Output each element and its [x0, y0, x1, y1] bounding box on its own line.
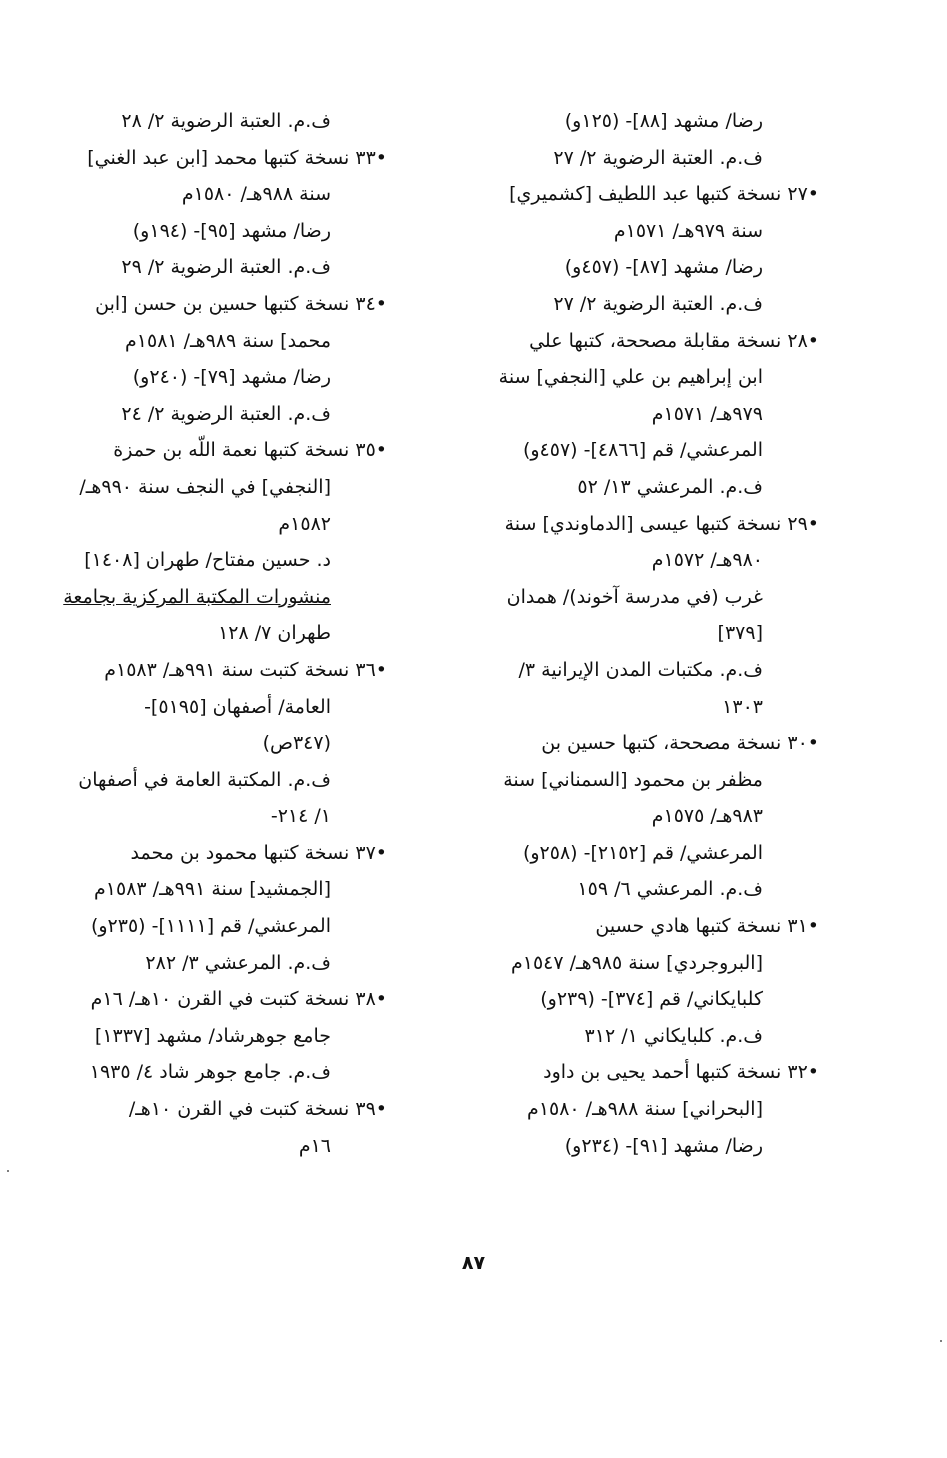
entry-detail-line: ف.م. مكتبات المدن الإيرانية ٣/ [518, 658, 763, 681]
entry-detail-line: محمد] سنة ٩٨٩هـ/ ١٥٨١م [125, 329, 331, 352]
entry-heading-line: •٣٣ نسخة كتبها محمد [ابن عبد الغني] [87, 146, 387, 169]
entry-detail-line: [النجفي] في النجف سنة ٩٩٠هـ/ [79, 475, 331, 498]
entry-detail-line: العامة/ أصفهان [٥١٩٥]- [144, 695, 331, 718]
entry-detail-line: ٩٨٠هـ/ ١٥٧٢م [651, 549, 763, 572]
entry-detail-line: [البحراني] سنة ٩٨٨هـ/ ١٥٨٠م [527, 1098, 763, 1121]
entry-detail-line: ١/ ٢١٤- [270, 805, 331, 828]
scan-speck [940, 1340, 942, 1342]
entry-detail-line: رضا/ مشهد [٧٩]- (٢٤٠و) [132, 366, 331, 389]
entry-heading-line: •٣٤ نسخة كتبها حسين بن حسن [ابن [95, 292, 387, 315]
entry-heading-line: •٣٢ نسخة كتبها أحمد يحيى بن داود [543, 1061, 819, 1084]
entry-detail-line: [البروجردي] سنة ٩٨٥هـ/ ١٥٤٧م [510, 951, 763, 974]
entry-detail-line: ابن إبراهيم بن علي [النجفي] سنة [498, 366, 763, 389]
entry-detail-line: ٩٧٩هـ/ ١٥٧١م [651, 402, 763, 425]
entry-detail-line: غرب (في مدرسة آخوند)/ همدان [506, 585, 763, 608]
entry-heading-line: •٣٧ نسخة كتبها محمود بن محمد [130, 841, 387, 864]
entry-detail-line: كلبايكاني/ قم [٣٧٤]- (٢٣٩و) [540, 988, 763, 1011]
entry-detail-line: ف.م. المرعشي ٣/ ٢٨٢ [145, 951, 331, 974]
entry-heading-line: •٣٠ نسخة مصححة، كتبها حسين بن [541, 732, 819, 755]
entry-detail-line: منشورات المكتبة المركزية بجامعة [63, 585, 331, 608]
scan-speck [7, 1170, 9, 1172]
entry-detail-line: [الجمشيد] سنة ٩٩١هـ/ ١٥٨٣م [94, 878, 331, 901]
entry-detail-line: رضا/ مشهد [٩٥]- (١٩٤و) [132, 219, 331, 242]
entry-detail-line: ف.م. المرعشي ٦/ ١٥٩ [577, 878, 763, 901]
entry-heading-line: •٣١ نسخة كتبها هادي حسين [595, 915, 819, 938]
entry-detail-line: [٣٧٩] [717, 622, 763, 645]
entry-detail-line: ١٦م [298, 1134, 331, 1157]
entry-heading-line: •٢٧ نسخة كتبها عبد اللطيف [كشميري] [509, 183, 819, 206]
entry-detail-line: ف.م. المرعشي ١٣/ ٥٢ [577, 475, 763, 498]
entry-detail-line: ف.م. العتبة الرضوية ٢/ ٢٨ [121, 110, 331, 132]
entry-detail-line: المرعشي/ قم [٤٨٦٦]- (٤٥٧و) [522, 439, 763, 462]
entry-detail-line: طهران ٧/ ١٢٨ [218, 622, 331, 645]
entry-detail-line: ف.م. جامع جوهر شاد ٤/ ١٩٣٥ [89, 1061, 331, 1084]
entry-detail-line: رضا/ مشهد [٩١]- (٢٣٤و) [564, 1134, 763, 1157]
entry-heading-line: •٣٦ نسخة كتبت سنة ٩٩١هـ/ ١٥٨٣م [104, 658, 387, 681]
left-column [47, 103, 387, 1164]
page-number: ٨٧ [461, 1252, 486, 1274]
entry-heading-line: •٢٩ نسخة كتبها عيسى [الدماوندي] سنة [504, 512, 819, 535]
entry-detail-line: رضا/ مشهد [٨٨]- (١٢٥و) [564, 110, 763, 132]
entry-detail-line: ١٥٨٢م [278, 512, 331, 535]
entry-heading-line: •٣٩ نسخة كتبت في القرن ١٠هـ/ [128, 1098, 387, 1121]
entry-detail-line: (٣٤٧ص) [262, 732, 331, 755]
entry-detail-line: رضا/ مشهد [٨٧]- (٤٥٧و) [564, 256, 763, 279]
entry-detail-line: ف.م. العتبة الرضوية ٢/ ٢٧ [553, 146, 763, 169]
entry-heading-line: •٢٨ نسخة مقابلة مصححة، كتبها علي [529, 329, 819, 352]
entry-detail-line: ف.م. العتبة الرضوية ٢/ ٢٧ [553, 292, 763, 315]
entry-detail-line: ف.م. العتبة الرضوية ٢/ ٢٤ [121, 402, 331, 425]
entry-detail-line: ف.م. المكتبة العامة في أصفهان [78, 768, 331, 791]
entry-detail-line: ف.م. كلبايكاني ١/ ٣١٢ [584, 1024, 763, 1047]
entry-detail-line: ف.م. العتبة الرضوية ٢/ ٢٩ [121, 256, 331, 279]
entry-detail-line: المرعشي/ قم [١١١١]- (٢٣٥و) [90, 915, 331, 938]
entry-detail-line: ٩٨٣هـ/ ١٥٧٥م [651, 805, 763, 828]
entry-heading-line: •٣٨ نسخة كتبت في القرن ١٠هـ/ ١٦م [90, 988, 387, 1011]
entry-detail-line: مظفر بن محمود [السمناني] سنة [503, 768, 763, 791]
right-column [484, 103, 819, 1164]
entry-detail-line: د. حسين مفتاح/ طهران [١٤٠٨] [84, 549, 331, 572]
entry-detail-line: سنة ٩٧٩هـ/ ١٥٧١م [613, 219, 763, 242]
entry-detail-line: سنة ٩٨٨هـ/ ١٥٨٠م [181, 183, 331, 206]
entry-heading-line: •٣٥ نسخة كتبها نعمة اللّه بن حمزة [113, 439, 387, 462]
entry-detail-line: المرعشي/ قم [٢١٥٢]- (٢٥٨و) [522, 841, 763, 864]
entry-detail-line: جامع جوهرشاد/ مشهد [١٣٣٧] [94, 1024, 331, 1047]
entry-detail-line: ١٣٠٣ [722, 695, 763, 718]
